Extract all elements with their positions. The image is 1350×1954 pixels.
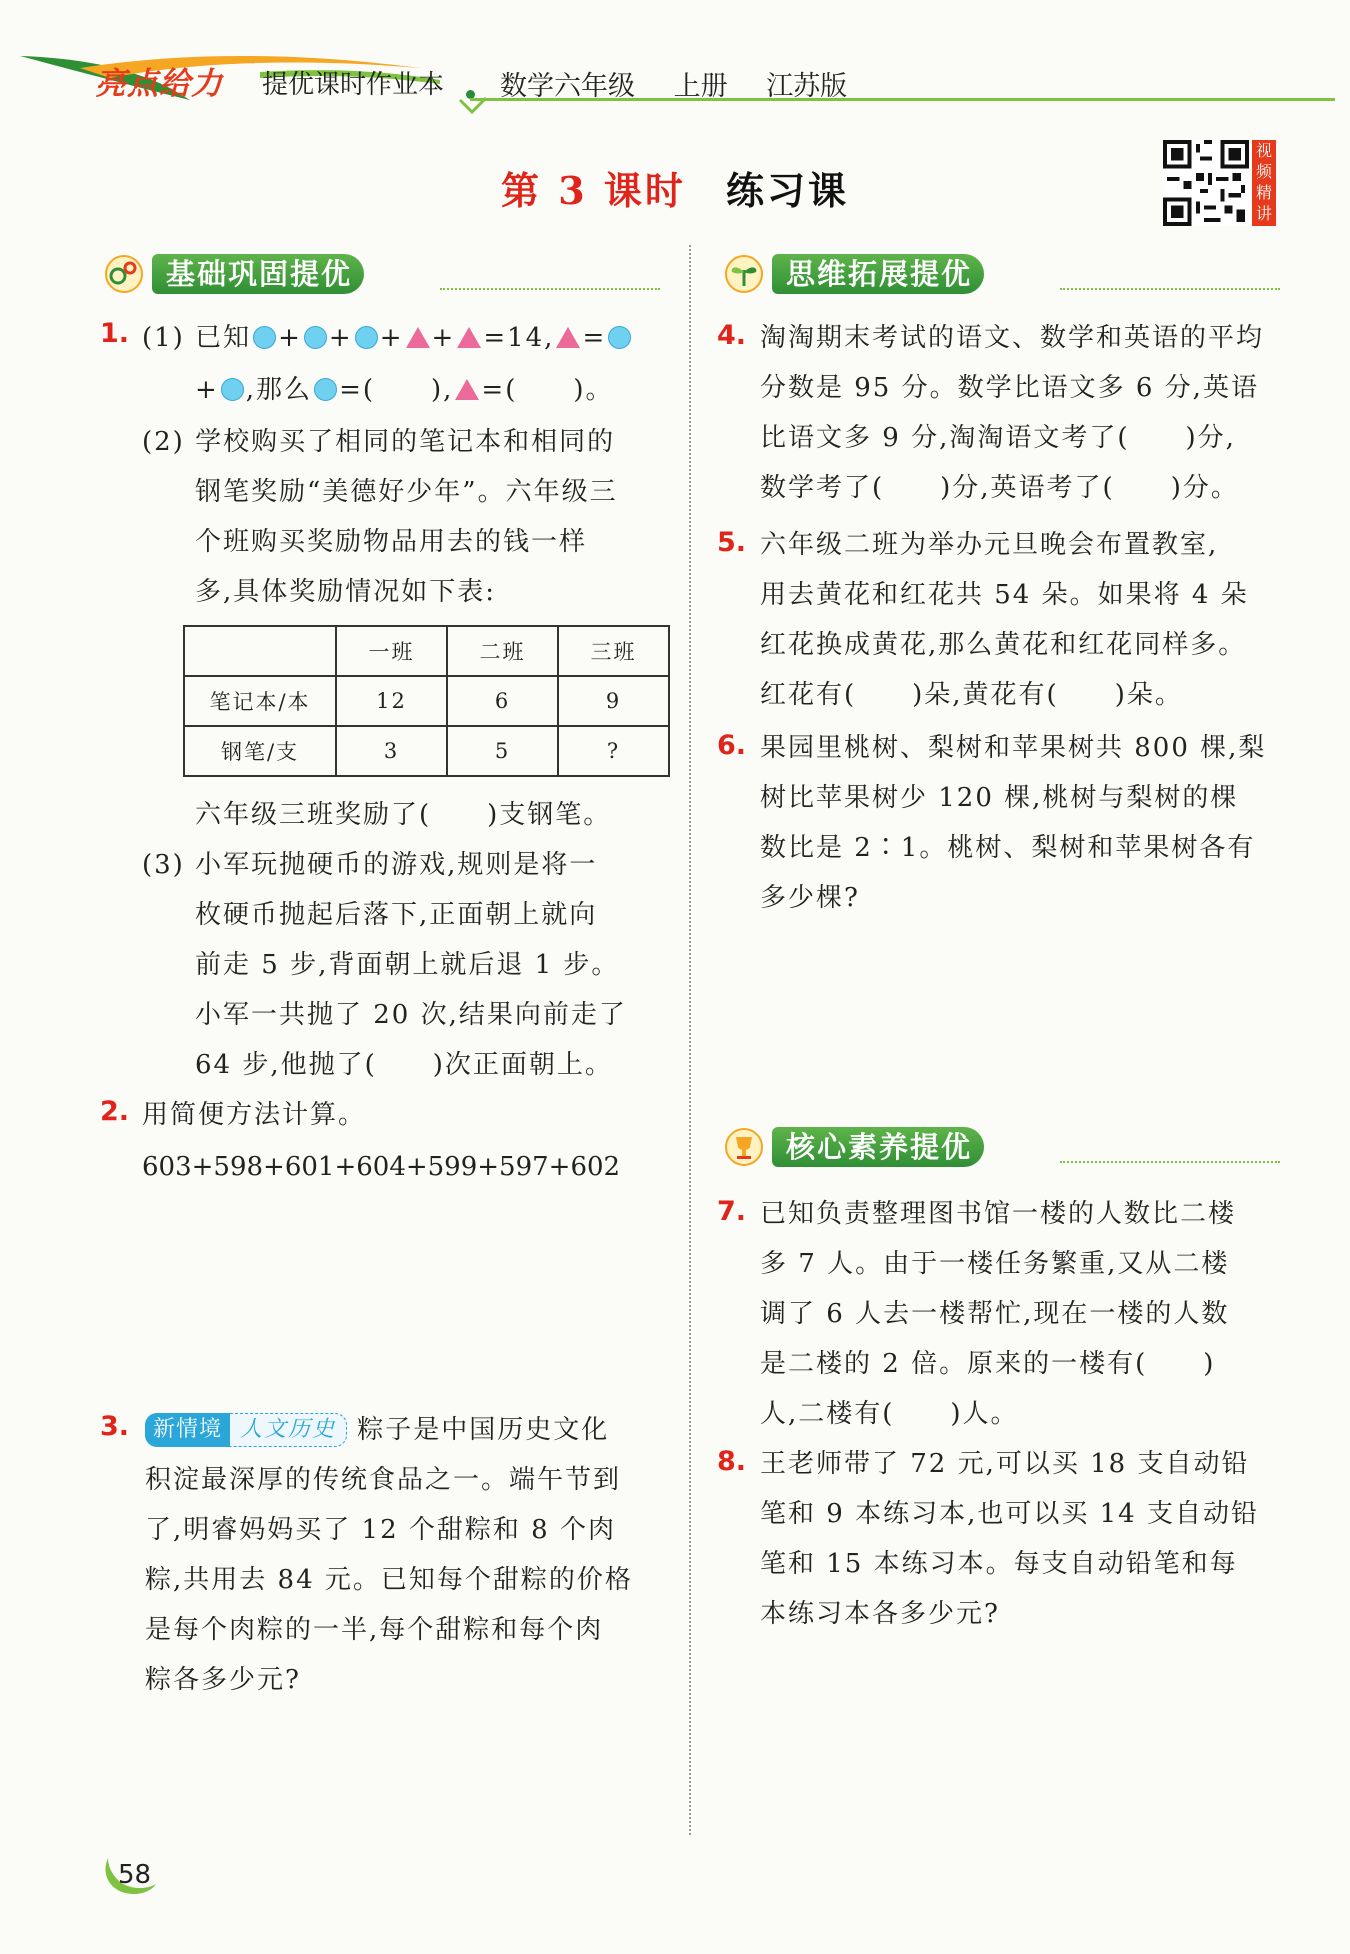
text-line: 笔和 9 本练习本,也可以买 14 支自动铅 [760, 1499, 1259, 1529]
text-line: 淘淘期末考试的语文、数学和英语的平均 [760, 323, 1265, 353]
table-row [184, 726, 669, 776]
circle-shape-icon [304, 326, 327, 349]
reward-table [183, 625, 670, 777]
circle-shape-icon [608, 326, 631, 349]
part-label: (3) [142, 850, 185, 880]
table-cell: 5 [447, 726, 558, 776]
question-2-text: 用简便方法计算。 [142, 1100, 367, 1130]
question-7-number: 7. [717, 1196, 747, 1227]
question-1-number: 1. [100, 318, 130, 349]
question-5-number: 5. [717, 527, 747, 558]
question-6-number: 6. [717, 730, 747, 761]
text-line: 已知负责整理图书馆一楼的人数比二楼 [760, 1199, 1237, 1229]
text-span: =14, [483, 323, 555, 353]
question-8-text [760, 1439, 1300, 1639]
volume: 上册 [673, 71, 728, 102]
question-4-text [760, 313, 1300, 513]
text-line: 前走 5 步,背面朝上就后退 1 步。 [195, 950, 620, 980]
question-7-text [760, 1189, 1300, 1439]
part-label: (1) [142, 323, 185, 353]
table-cell: 钢笔/支 [184, 726, 336, 776]
question-2-number: 2. [100, 1096, 130, 1127]
answer-blank-circle: =( ), [339, 375, 454, 405]
text-line: 多少棵? [760, 883, 860, 913]
text-line: 比语文多 9 分,淘淘语文考了( )分, [760, 423, 1236, 453]
circle-shape-icon [253, 326, 276, 349]
question-3-number: 3. [100, 1411, 130, 1442]
triangle-shape-icon [455, 379, 479, 400]
section-core-banner [720, 1123, 1280, 1169]
text-line: 用去黄花和红花共 54 朵。如果将 4 朵 [760, 580, 1249, 610]
category-tag: 人文历史 [230, 1413, 347, 1447]
circle-shape-icon [314, 378, 337, 401]
question-1-part-2-answer: 六年级三班奖励了( )支钢笔。 [195, 800, 612, 830]
brand-logo-text: 亮点给力 [95, 66, 223, 102]
triangle-shape-icon [406, 327, 430, 348]
video-lecture-tag: 视频精讲 [1252, 140, 1276, 226]
text-line: 是每个肉粽的一半,每个甜粽和每个肉 [145, 1615, 604, 1645]
text-line: 个班购买奖励物品用去的钱一样 [195, 527, 588, 557]
text-line: 分数是 95 分。数学比语文多 6 分,英语 [760, 373, 1259, 403]
section-core-title: 核心素养提优 [772, 1127, 984, 1167]
table-cell [184, 626, 336, 676]
text-line: 六年级二班为举办元旦晚会布置教室, [760, 530, 1219, 560]
sprout-icon [720, 250, 772, 296]
qr-code-icon[interactable] [1163, 140, 1249, 226]
triangle-shape-icon [457, 327, 481, 348]
banner-dots [440, 288, 660, 290]
text-span: ,那么 [245, 375, 313, 405]
text-line: 数比是 2∶1。桃树、梨树和苹果树各有 [760, 833, 1256, 863]
table-cell: ? [558, 726, 669, 776]
text-line: 人,二楼有( )人。 [760, 1399, 1019, 1429]
text-line: 多 7 人。由于一楼任务繁重,又从二楼 [760, 1249, 1230, 1279]
text-line: 红花换成黄花,那么黄花和红花同样多。 [760, 630, 1247, 660]
text-line: 学校购买了相同的笔记本和相同的 [195, 427, 616, 457]
question-1-part-2 [142, 417, 682, 617]
question-8-number: 8. [717, 1446, 747, 1477]
question-1-part-3 [142, 840, 682, 1090]
sun-gear-icon [100, 250, 152, 296]
text-line: 是二楼的 2 倍。原来的一楼有( ) [760, 1349, 1216, 1379]
section-basic-banner [100, 250, 660, 296]
section-extend-title: 思维拓展提优 [772, 254, 984, 294]
column-divider [689, 245, 691, 1835]
text-line: 积淀最深厚的传统食品之一。端午节到 [145, 1465, 622, 1495]
section-basic-title: 基础巩固提优 [152, 254, 364, 294]
circle-shape-icon [355, 326, 378, 349]
banner-dots [1060, 1161, 1280, 1163]
text-line: 钢笔奖励“美德好少年”。六年级三 [195, 477, 618, 507]
section-extend-banner [720, 250, 1280, 296]
lesson-heading [0, 160, 1350, 215]
question-5-text [760, 520, 1300, 720]
text-line: 本练习本各多少元? [760, 1599, 1000, 1629]
table-cell: 9 [558, 676, 669, 726]
part-label: (2) [142, 427, 185, 457]
edition: 江苏版 [766, 71, 848, 102]
text-line: 树比苹果树少 120 棵,桃树与梨树的棵 [760, 783, 1239, 813]
banner-dots [1060, 288, 1280, 290]
text-line: 了,明睿妈妈买了 12 个甜粽和 8 个肉 [145, 1515, 616, 1545]
subject-grade: 数学六年级 [500, 71, 635, 102]
book-info [500, 64, 877, 103]
page-number: 58 [118, 1860, 152, 1890]
lesson-title: 练习课 [725, 168, 849, 213]
text-line: 多,具体奖励情况如下表: [195, 577, 497, 607]
text-line: 粽子是中国历史文化 [357, 1415, 610, 1445]
table-cell: 三班 [558, 626, 669, 676]
text-line: 红花有( )朵,黄花有( )朵。 [760, 680, 1183, 710]
new-context-tag: 新情境 [145, 1413, 230, 1447]
text-line: 枚硬币抛起后落下,正面朝上就向 [195, 900, 598, 930]
question-1-part-1-line-2: + ,那么 =( ), =( )。 [195, 375, 614, 405]
text-line: 粽,共用去 84 元。已知每个甜粽的价格 [145, 1565, 633, 1595]
table-cell: 6 [447, 676, 558, 726]
question-3-text [145, 1405, 685, 1705]
question-4-number: 4. [717, 320, 747, 351]
circle-shape-icon [221, 378, 244, 401]
question-6-text [760, 723, 1300, 923]
text-line: 64 步,他抛了( )次正面朝上。 [195, 1050, 613, 1080]
table-cell: 12 [336, 676, 447, 726]
trophy-icon [720, 1123, 772, 1169]
table-cell: 3 [336, 726, 447, 776]
text-line: 王老师带了 72 元,可以买 18 支自动铅 [760, 1449, 1250, 1479]
text-line: 笔和 15 本练习本。每支自动铅笔和每 [760, 1549, 1238, 1579]
table-cell: 笔记本/本 [184, 676, 336, 726]
text-line: 粽各多少元? [145, 1665, 301, 1695]
text-line: 调了 6 人去一楼帮忙,现在一楼的人数 [760, 1299, 1230, 1329]
lesson-number: 第 3 课时 [501, 168, 686, 213]
text-line: 果园里桃树、梨树和苹果树共 800 棵,梨 [760, 733, 1267, 763]
text-line: 数学考了( )分,英语考了( )分。 [760, 473, 1239, 503]
question-2-expression: 603+598+601+604+599+597+602 [142, 1152, 621, 1182]
table-header-row [184, 626, 669, 676]
question-1-part-1: (1) 已知 + + + + =14, = [142, 313, 682, 363]
text-line: 小军一共抛了 20 次,结果向前走了 [195, 1000, 627, 1030]
text-span: 已知 [195, 323, 252, 353]
table-row [184, 676, 669, 726]
text-line: 小军玩抛硬币的游戏,规则是将一 [195, 850, 598, 880]
table-cell: 一班 [336, 626, 447, 676]
triangle-shape-icon [556, 327, 580, 348]
table-cell: 二班 [447, 626, 558, 676]
answer-blank-triangle: =( )。 [481, 375, 614, 405]
series-title: 提优课时作业本 [262, 70, 445, 100]
